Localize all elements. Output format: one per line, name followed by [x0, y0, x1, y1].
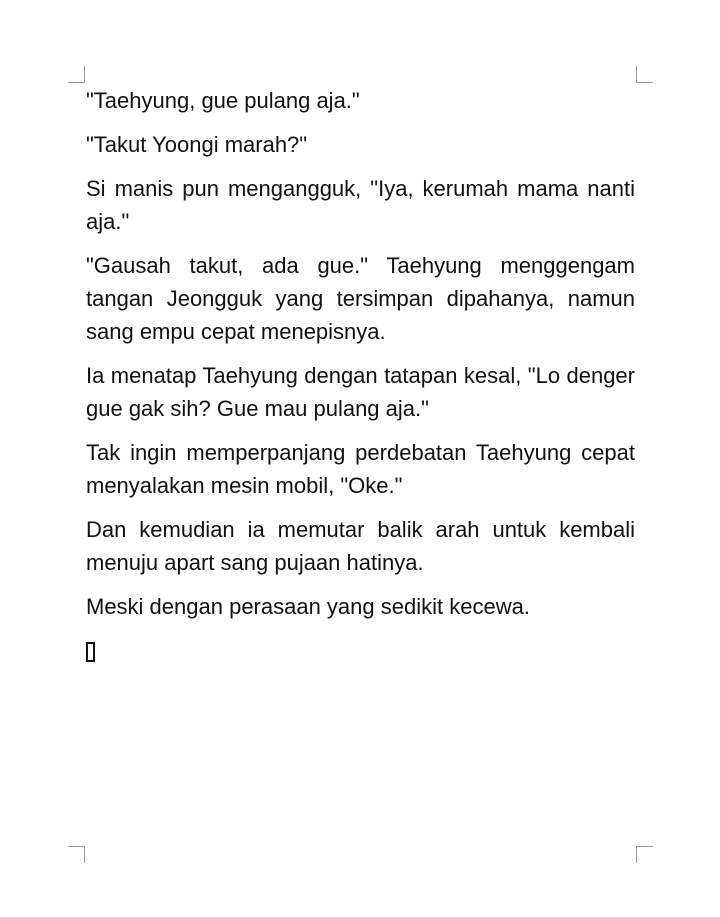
- margin-corner-top-left: [68, 66, 85, 83]
- paragraph-2: "Takut Yoongi marah?": [86, 132, 308, 157]
- margin-corner-bottom-right: [636, 846, 653, 863]
- paragraph-7: Dan kemudian ia memutar balik arah untuk kembali menuju apart sang pujaan hatinya.: [86, 517, 635, 575]
- paragraph-5: Ia menatap Taehyung dengan tatapan kesal, "Lo denger gue gak sih? Gue mau pulang aja.": [86, 363, 635, 421]
- placeholder-box-icon: [86, 642, 95, 662]
- paragraph-4: "Gausah takut, ada gue." Taehyung menggengam tangan Jeongguk yang tersimpan dipahanya, namun sang empu cepat menepisnya.: [86, 253, 635, 344]
- margin-corner-top-right: [636, 66, 653, 83]
- paragraph-3: Si manis pun mengangguk, "Iya, kerumah mama nanti aja.": [86, 176, 635, 234]
- document-body[interactable]: [86, 84, 635, 667]
- paragraph-6: Tak ingin memperpanjang perdebatan Taehyung cepat menyalakan mesin mobil, "Oke.": [86, 440, 635, 498]
- paragraph-8: Meski dengan perasaan yang sedikit kecewa.: [86, 594, 530, 619]
- paragraph-1: "Taehyung, gue pulang aja.": [86, 88, 360, 113]
- margin-corner-bottom-left: [68, 846, 85, 863]
